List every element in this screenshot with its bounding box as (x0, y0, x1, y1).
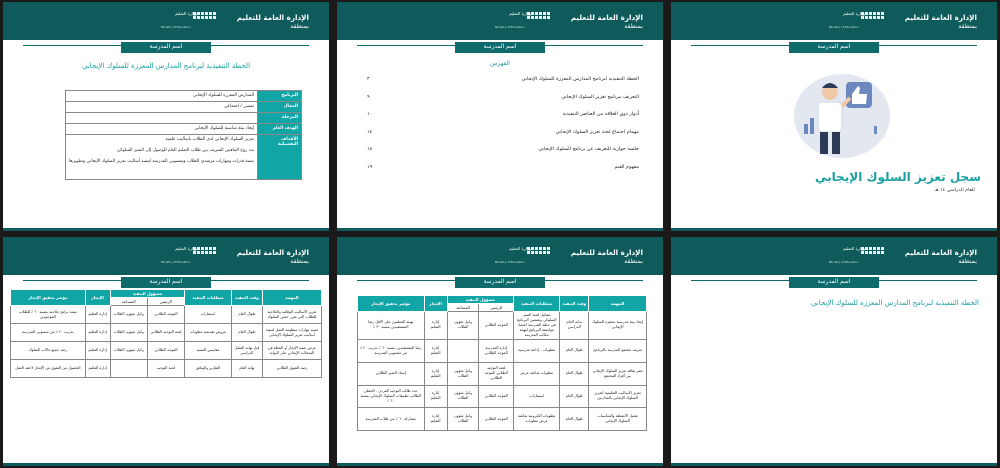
plan-title: الخطة التنفيذية لبرنامج المدارس المعززة للسلوك الإيجابي (81, 62, 251, 70)
page-header (671, 237, 997, 275)
plan-overview-table (65, 90, 302, 180)
table-cell: مسؤول التنفيذ (110, 290, 185, 298)
table-cell (110, 360, 147, 378)
header-title: الإدارة العامة للتعليم (904, 248, 977, 257)
table-row (66, 113, 302, 124)
table-cell: الموجه الطلابي (147, 342, 184, 360)
table-cell: مطويات شاشة عرض (514, 362, 560, 385)
table-cell: إدارة التعليم (424, 408, 447, 431)
header-region: بمنطقة (290, 23, 309, 30)
table-cell: نهاية العام (231, 360, 262, 378)
ministry-logo: وزارة التعليم Ministry of Education (495, 246, 555, 268)
table-cell: استمارات (185, 306, 232, 324)
table-cell: رصد التفوق الطلابي (262, 360, 321, 378)
table-cell: إدارة التعليم (424, 362, 447, 385)
table-cell: تنمية مهارات منظومة العمل لتنفيذ أساليب تعزيز السلوك الإيجابي (262, 324, 321, 342)
table-cell: عروض تقديمية مطويات (185, 324, 232, 342)
table-cell: تنفيذ برامج علاجية بنسبة ٦٠ ٪ للطلاب الموجودين (11, 306, 86, 324)
table-cell: وكيل شؤون الطلاب (110, 324, 147, 342)
table-row (66, 135, 302, 180)
table-cell: متطلبات التنفيذ (185, 290, 232, 306)
header-region: بمنطقة (958, 23, 977, 30)
toc-heading: الفهرس (490, 60, 510, 67)
table-cell: طوال العام (560, 385, 589, 408)
table-cell: طوال العام (231, 306, 262, 324)
plan-title: الخطة التنفيذية لبرنامج المدارس المعززة للسلوك الإيجابي (810, 299, 979, 307)
header-region: بمنطقة (624, 23, 643, 30)
page-cover (671, 2, 997, 231)
table-cell: وكيل شؤون الطلاب (447, 312, 479, 340)
page-plan-intro (671, 237, 997, 466)
toc-item[interactable]: الخطة التنفيذية لبرنامج المدارس المعززة للسلوك الإيجابي ٣ (367, 76, 639, 82)
table-cell: تدريب ٢٠ ٪ من منسوبي المدرسة (11, 324, 86, 342)
table-cell: الموجه الطلابي (479, 312, 514, 340)
table-row (66, 91, 302, 102)
table-cell: إدارة التعليم (85, 360, 110, 378)
table-cell: مسؤول التنفيذ (447, 296, 513, 304)
thumbs-up-illustration (784, 64, 894, 162)
table-cell: إسناد التميز الطلابي (358, 362, 425, 385)
table-cell: مقاييس النسبة (185, 342, 232, 360)
page-plan-overview (3, 2, 329, 231)
table-cell: تعريف مجتمع المدرسة بالبرنامج (589, 339, 647, 362)
table-cell: نشر ثقافة تعزيز السلوك الإيجابي بين أفراد المجتمع (589, 362, 647, 385)
table-row (66, 124, 302, 135)
table-cell: عرض نسبة الإنجاز أو الخطة في السجلات الإيجابي على البوابة (262, 342, 321, 360)
school-name-label: اسم المدرسة (455, 277, 545, 288)
toc-item[interactable]: التعريف ببرنامج تعزيز السلوك الإيجابي ٩ (367, 93, 639, 100)
table-cell: الموجه الطلابي (479, 385, 514, 408)
toc-item[interactable]: مهمام اجتماع لجنة تعزيز السلوك الإيجابي ١٤ (367, 128, 639, 135)
table-cell: تعزيز السلوك الإيجابي لدى الطلاب بأساليب علمية بث روح التنافس الشريف بين طلاب التعليم العام للوصول إلى التميز السلوكي تنمية قدرات ومهارات مرشدي الطلاب ومنسوبي المدرسة لتنفيذ أساليب تعزيز السلوك الإيجابي وتطويرها (66, 135, 258, 180)
header-region: بمنطقة (624, 258, 643, 265)
page-plan-table-2 (3, 237, 329, 466)
table-cell: الأهداف التفصيلية (258, 135, 302, 180)
table-cell: مؤشر تحقيق الإنجاز (11, 290, 86, 306)
table-cell: رضا المستفيدين بنسبة ٦٠ ٪ تدريب ٢٠ ٪ من منسوبي المدرسة (358, 339, 425, 362)
table-cell: استمارات (514, 385, 560, 408)
table-cell: مطويات - إذاعة مدرسية (514, 339, 560, 362)
table-cell: إيجاد بيئة مدرسية محفزة للسلوك الإيجابي (589, 312, 647, 340)
ministry-logo: وزارة التعليم Ministry of Education (161, 11, 221, 33)
table-cell: المهمة (262, 290, 321, 306)
plan-table (357, 295, 647, 431)
table-cell: تهيئة المعلمين على الأقل رضا المستفيدين بنسبة ٣٠ ٪ (358, 312, 425, 340)
plan-table (10, 289, 322, 378)
table-cell: إدارة التعليم (424, 312, 447, 340)
table-cell: تفعيل الأنشطة والمناسبات السلوك الإيجابي (589, 408, 647, 431)
table-cell: الرئيس (147, 298, 184, 306)
table-cell: إدارة التعليم (85, 306, 110, 324)
table-cell: الحصول من التفوق من الإنجاز لاحقه العمل (11, 360, 86, 378)
table-cell: إدارة التعليم (85, 324, 110, 342)
table-row (358, 339, 647, 362)
table-cell: وكيل شؤون الطلاب (447, 385, 479, 408)
table-cell: وكيل شؤون الطلاب (447, 408, 479, 431)
table-cell: الموجه الطلابي (479, 408, 514, 431)
table-cell: المدارس المعززة للسلوك الإيجابي (66, 91, 258, 102)
header-title: الإدارة العامة للتعليم (904, 13, 977, 22)
table-cell: البرنامج (258, 91, 302, 102)
table-cell: بداية العام الدراسي (560, 312, 589, 340)
table-cell: لجنة التوجيه الطلابي الموجه الطلابي (479, 362, 514, 385)
table-cell: عدد طالب التوجيه الفردي - الحقلي الطالب تطبيقات السلوك الإيجابي بنسبة ٦٠ ٪ (358, 385, 425, 408)
table-row (66, 102, 302, 113)
header-region: بمنطقة (958, 258, 977, 265)
table-cell: لجنة التوجيه الطلابي (147, 324, 184, 342)
school-name-label: اسم المدرسة (455, 42, 545, 53)
table-cell: تعزيز الأساليب التعليمية لتعزيز السلوك الإيجابي بالمدارس (589, 385, 647, 408)
ministry-logo: وزارة التعليم Ministry of Education (829, 11, 889, 33)
table-cell: لجنة التوجيه (147, 360, 184, 378)
table-cell: الهدف العام (258, 124, 302, 135)
table-cell: إدارة التعليم (424, 339, 447, 362)
table-cell: متطلبات التنفيذ (514, 296, 560, 312)
header-region: بمنطقة (290, 258, 309, 265)
table-cell: وقت التنفيذ (560, 296, 589, 312)
table-cell: طوال العام (560, 408, 589, 431)
header-title: الإدارة العامة للتعليم (236, 248, 309, 257)
table-cell: إيجاد بيئة مناسبة للسلوك الإيجابي (66, 124, 258, 135)
page-header (671, 2, 997, 40)
table-row (358, 408, 647, 431)
table-cell: التقارير والوثائق (185, 360, 232, 378)
page-toc (337, 2, 663, 231)
page-header (337, 2, 663, 40)
toc-list (367, 76, 639, 182)
table-cell: تعزيز الأساليب الوقائية والعلاجية للطلاب التي تعزز حسن السلوك (262, 306, 321, 324)
table-cell: مؤشر تحقيق الإنجاز (358, 296, 425, 312)
academic-year: للعام الدراسي ١٤ هـ (934, 188, 975, 193)
toc-item[interactable]: أدوار ذوي العلاقة من العناصر التنفيذية ١٠ (367, 111, 639, 118)
table-cell: الرئيس (479, 304, 514, 312)
table-cell: قبل نهاية الفصل الدراسي (231, 342, 262, 360)
ministry-logo: وزارة التعليم Ministry of Education (495, 11, 555, 33)
table-row (11, 306, 322, 324)
table-cell: وكيل شؤون الطلاب (447, 362, 479, 385)
table-cell: مشاركة ٦٠ ٪ من طلاب المدرسة (358, 408, 425, 431)
table-cell: طوال العام (560, 339, 589, 362)
table-row (358, 312, 647, 340)
table-cell: وقت التنفيذ (231, 290, 262, 306)
table-cell: إدارة المدرسة الموجه الطلابي (479, 339, 514, 362)
table-cell: المساعد (447, 304, 479, 312)
table-cell: الإنجاز (424, 296, 447, 312)
table-cell: المساعد (110, 298, 147, 306)
table-cell: المجال (258, 102, 302, 113)
ministry-logo: وزارة التعليم Ministry of Education (829, 246, 889, 268)
table-cell (66, 113, 258, 124)
table-cell: الإنجاز (85, 290, 110, 306)
cover-title: سجل تعزيز السلوك الإيجابي (814, 170, 981, 184)
table-cell: إدارة التعليم (424, 385, 447, 408)
table-row (11, 342, 322, 360)
school-name-label: اسم المدرسة (789, 277, 879, 288)
page-header (337, 237, 663, 275)
page-header (3, 237, 329, 275)
page-plan-table-1 (337, 237, 663, 466)
table-cell: تشكيل لجنة التميز السلوكي وتضمين البرنامج في خطة المدرسة اعتماد مواصفة البرنامج لتهيئة مكاتب المدرسة (514, 312, 560, 340)
school-name-label: اسم المدرسة (121, 42, 211, 53)
table-cell: المرحلة (258, 113, 302, 124)
toc-item[interactable]: مفهوم القيم ١٩ (367, 163, 639, 170)
table-row (358, 385, 647, 408)
table-cell: إدارة التعليم (85, 342, 110, 360)
header-title: الإدارة العامة للتعليم (236, 13, 309, 22)
table-row (11, 360, 322, 378)
table-cell: الموجه الطلابي (147, 306, 184, 324)
table-cell: نفسي / اجتماعي (66, 102, 258, 113)
table-cell: رصد جميع حالات السلوك (11, 342, 86, 360)
ministry-logo: وزارة التعليم Ministry of Education (161, 246, 221, 268)
table-cell: المهمة (589, 296, 647, 312)
page-header (3, 2, 329, 40)
table-row (11, 324, 322, 342)
table-row (358, 362, 647, 385)
table-cell: طوال العام (231, 324, 262, 342)
table-cell: مطويات الكترونية شاشة عرض مطويات (514, 408, 560, 431)
table-cell: وكيل شؤون الطلاب (110, 342, 147, 360)
header-title: الإدارة العامة للتعليم (570, 248, 643, 257)
table-cell: طوال العام (560, 362, 589, 385)
table-cell: وكيل شؤون الطلاب (110, 306, 147, 324)
table-cell (447, 339, 479, 362)
toc-item[interactable]: جلسة حوارية للتعريف عن برنامج السلوك الإيجابي ١٨ (367, 146, 639, 153)
header-title: الإدارة العامة للتعليم (570, 13, 643, 22)
school-name-label: اسم المدرسة (789, 42, 879, 53)
school-name-label: اسم المدرسة (121, 277, 211, 288)
